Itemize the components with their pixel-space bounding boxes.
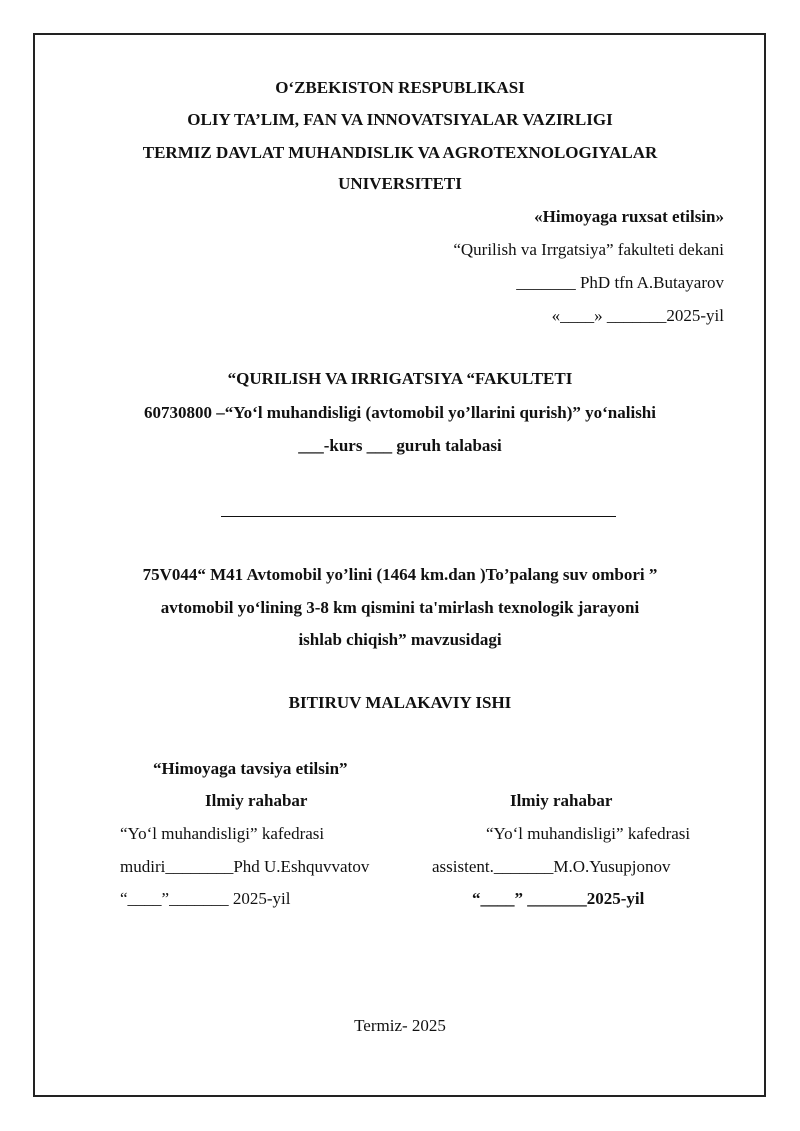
right-department: “Yo‘l muhandisligi” kafedrasi <box>486 824 691 843</box>
university-title-line1: TERMIZ DAVLAT MUHANDISLIK VA AGROTEXNOLOGIYALAR <box>142 143 658 162</box>
topic-line1: 75V044“ M41 Avtomobil yo’lini (1464 km.dan )To’palang suv ombori ” <box>142 565 658 584</box>
ministry-title: OLIY TA’LIM, FAN VA INNOVATSIYALAR VAZIRLIGI <box>187 110 613 129</box>
university-title-line2: UNIVERSITETI <box>338 174 462 193</box>
topic-line3: ishlab chiqish” mavzusidagi <box>298 630 502 649</box>
topic-line2: avtomobil yo‘lining 3-8 km qismini ta'mirlash texnologik jarayoni <box>160 598 640 617</box>
right-role: Ilmiy rahabar <box>510 791 613 810</box>
approval-position: “Qurilish va Irrgatsiya” fakulteti dekani <box>453 240 724 259</box>
approval-date: «____» _______2025-yil <box>551 306 724 325</box>
country-title: O‘ZBEKISTON RESPUBLIKASI <box>275 78 525 97</box>
footer-city-year: Termiz- 2025 <box>354 1016 446 1035</box>
right-signer: assistent._______M.O.Yusupjonov <box>432 857 671 876</box>
recommendation-title: “Himoyaga tavsiya etilsin” <box>153 759 348 778</box>
left-date: “____”_______ 2025-yil <box>120 889 291 908</box>
approval-title: «Himoyaga ruxsat etilsin» <box>534 207 724 226</box>
approval-signer: _______ PhD tfn A.Butayarov <box>516 273 724 292</box>
student-name-line <box>221 516 616 517</box>
work-type-title: BITIRUV MALAKAVIY ISHI <box>288 693 512 712</box>
left-role: Ilmiy rahabar <box>205 791 308 810</box>
program-name: 60730800 –“Yo‘l muhandisligi (avtomobil yo’llarini qurish)” yo‘nalishi <box>144 403 656 422</box>
left-department: “Yo‘l muhandisligi” kafedrasi <box>120 824 325 843</box>
faculty-name: “QURILISH VA IRRIGATSIYA “FAKULTETI <box>227 369 573 388</box>
left-signer: mudiri________Phd U.Eshquvvatov <box>120 857 370 876</box>
right-date: “____” _______2025-yil <box>472 889 645 908</box>
student-line: ___-kurs ___ guruh talabasi <box>298 436 502 455</box>
